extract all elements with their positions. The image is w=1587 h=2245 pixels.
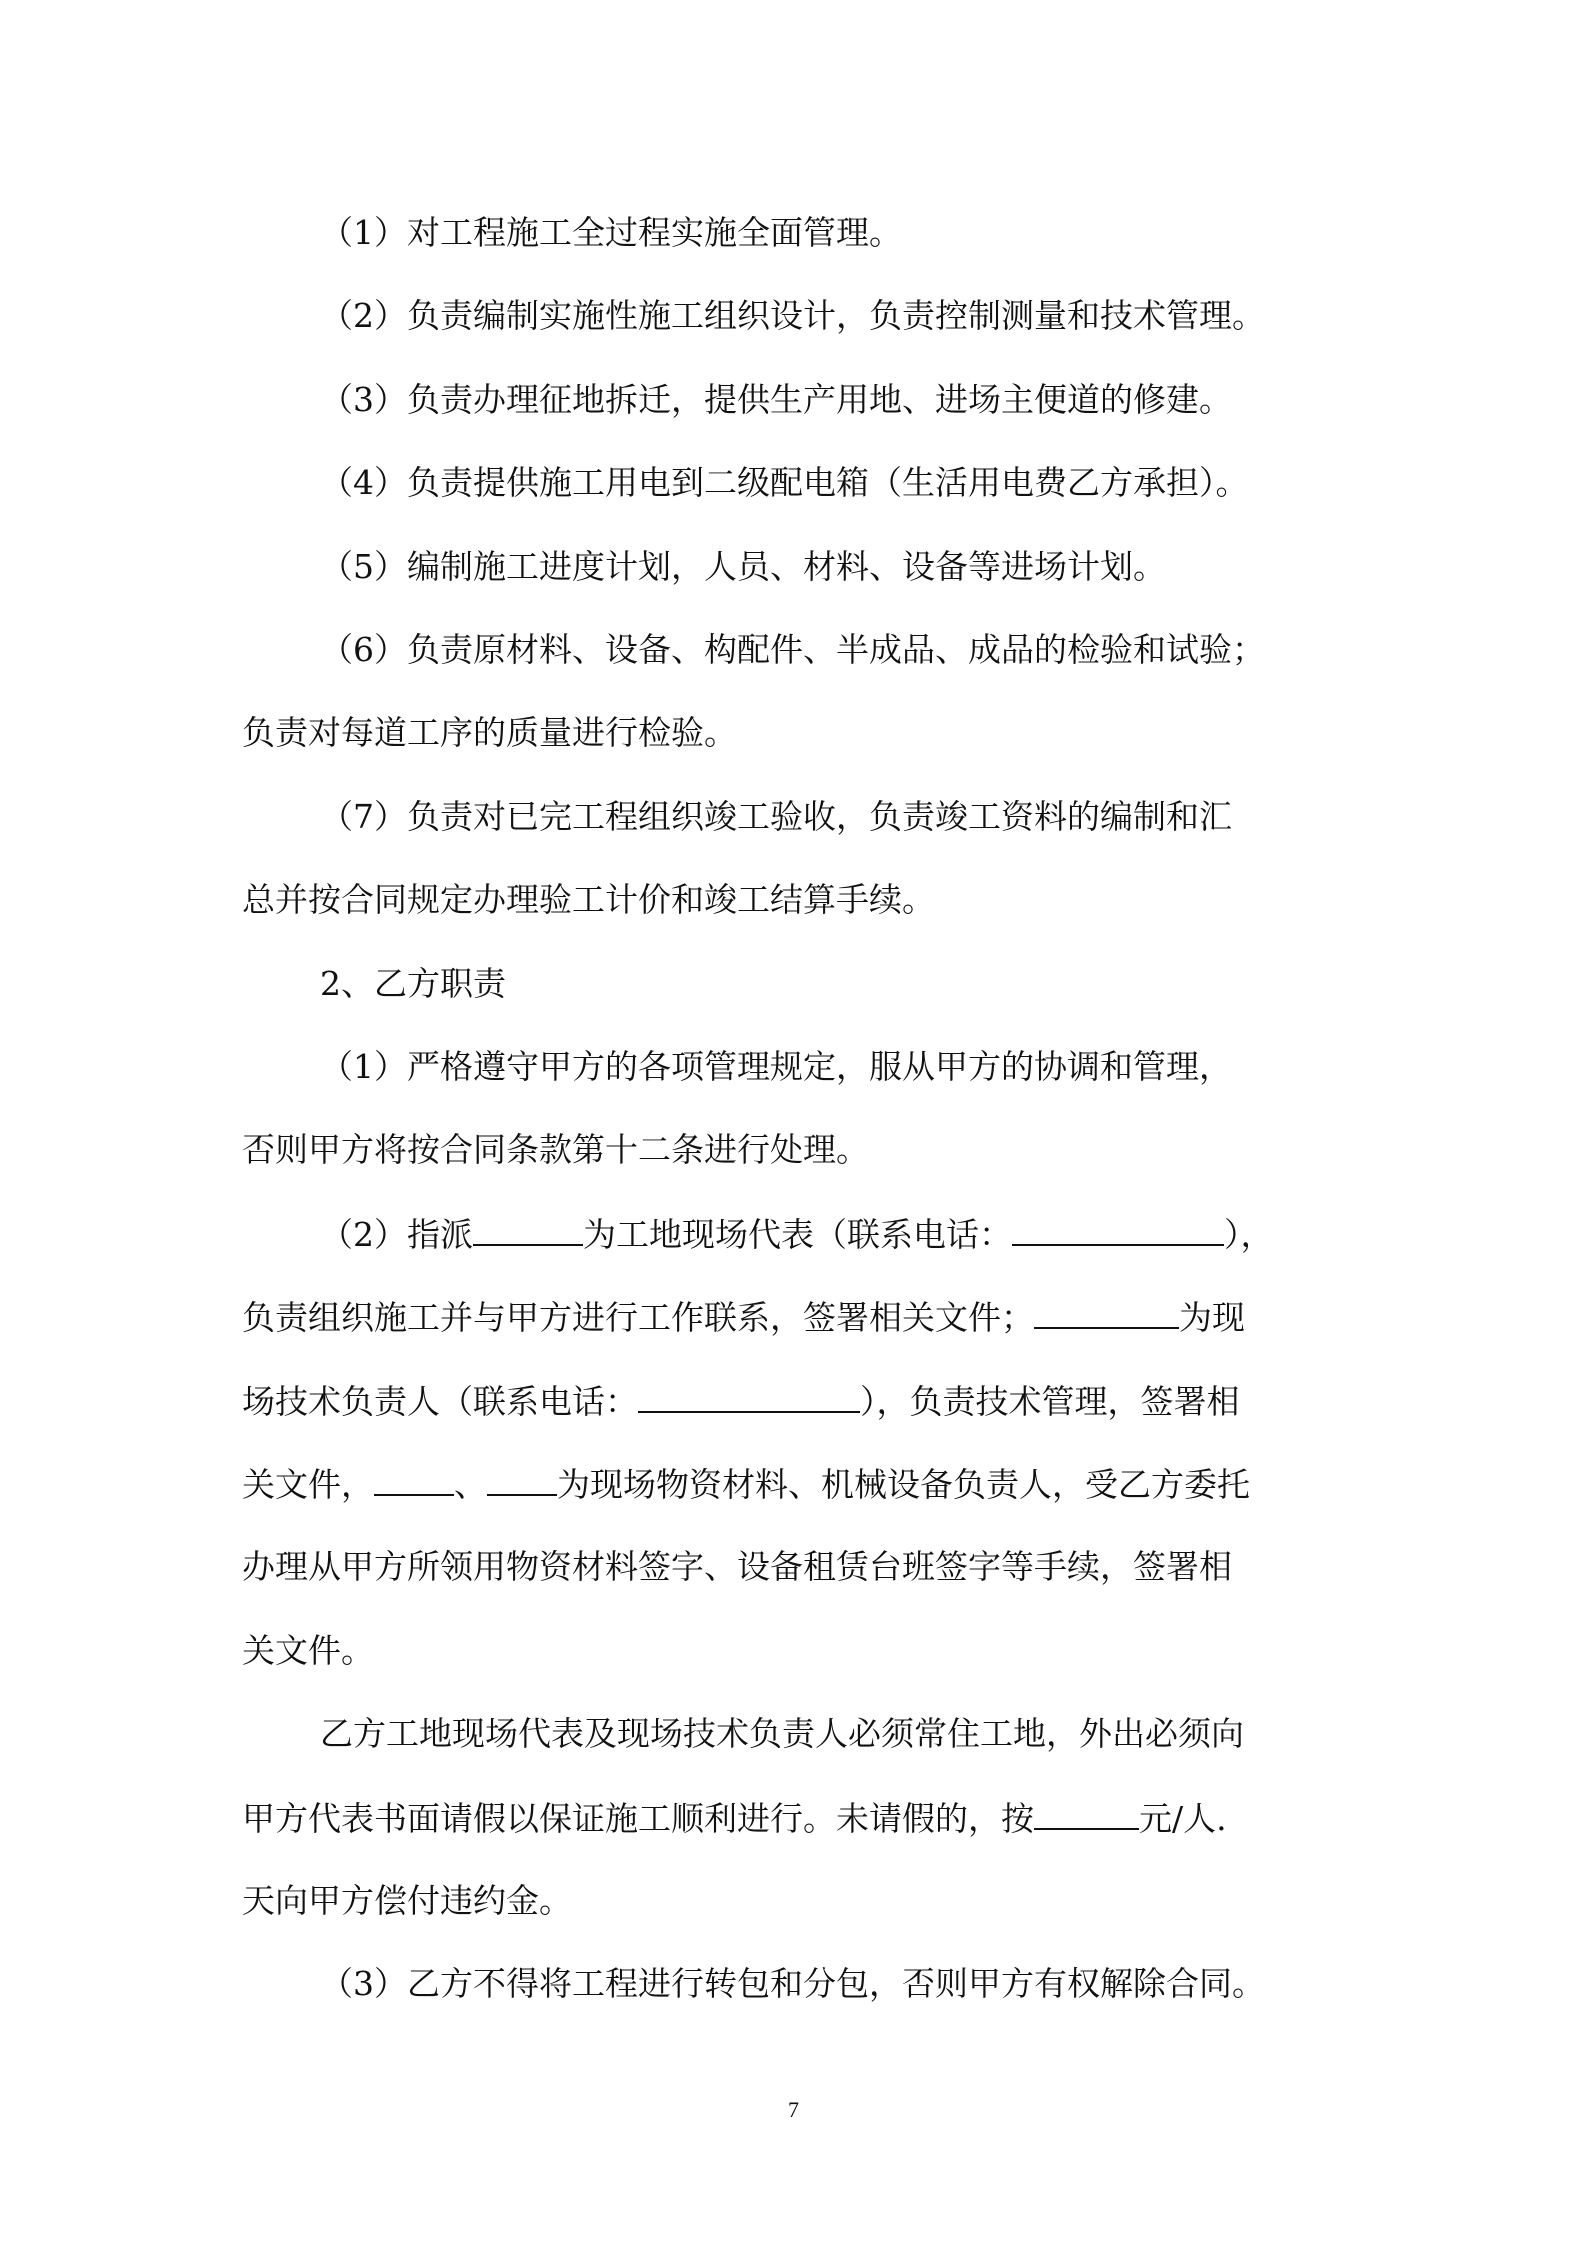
yi-item-2-line-1	[320, 1214, 1440, 1255]
yi-note-line-3: 天向甲方偿付违约金。	[242, 1881, 572, 1920]
jia-item-1: （1）对工程施工全过程实施全面管理。	[320, 213, 902, 252]
yi-item-2-l2-a: 负责组织施工并与甲方进行工作联系，签署相关文件；	[242, 1298, 1034, 1337]
jia-item-6-line-1: （6）负责原材料、设备、构配件、半成品、成品的检验和试验；	[320, 630, 1265, 669]
yi-note-l2-a: 甲方代表书面请假以保证施工顺利进行。未请假的，按	[242, 1799, 1034, 1838]
yi-item-2-line-4	[242, 1464, 1362, 1505]
yi-item-3: （3）乙方不得将工程进行转包和分包，否则甲方有权解除合同。	[320, 1964, 1265, 2003]
jia-item-2: （2）负责编制实施性施工组织设计，负责控制测量和技术管理。	[320, 296, 1265, 335]
yi-note-line-2	[242, 1798, 1362, 1839]
jia-item-3: （3）负责办理征地拆迁，提供生产用地、进场主便道的修建。	[320, 380, 1232, 419]
jia-item-7-line-2: 总并按合同规定办理验工计价和竣工结算手续。	[242, 880, 935, 919]
yi-item-2-l2-b: 为现	[1179, 1298, 1245, 1337]
yi-item-2-l3-a: 场技术负责人（联系电话：	[242, 1382, 638, 1421]
yi-item-2-l4-a: 关文件，	[242, 1465, 374, 1504]
penalty-amount-blank	[1034, 1798, 1139, 1830]
materials-lead-blank-1	[374, 1464, 454, 1496]
yi-item-2-line-3	[242, 1381, 1362, 1422]
materials-lead-blank-2	[487, 1464, 557, 1496]
yi-item-2-l1-c: ），	[1224, 1215, 1274, 1254]
yi-note-line-1: 乙方工地现场代表及现场技术负责人必须常住工地，外出必须向	[320, 1714, 1244, 1753]
technical-lead-phone-blank	[638, 1381, 860, 1413]
jia-item-4: （4）负责提供施工用电到二级配电箱（生活用电费乙方承担）。	[320, 463, 1249, 502]
yi-item-2-l3-b: ），负责技术管理，签署相	[860, 1382, 1240, 1421]
yi-item-2-line-5: 办理从甲方所领用物资材料签字、设备租赁台班签字等手续，签署相	[242, 1547, 1232, 1586]
yi-item-2-l4-sep: 、	[454, 1465, 487, 1504]
technical-lead-blank	[1034, 1297, 1179, 1329]
yi-item-2-line-6: 关文件。	[242, 1631, 374, 1670]
page-number: 7	[788, 2097, 799, 2122]
representative-phone-blank	[1012, 1214, 1224, 1246]
yi-item-2-l4-b: 为现场物资材料、机械设备负责人，受乙方委托	[557, 1465, 1250, 1504]
jia-item-7-line-1: （7）负责对已完工程组织竣工验收，负责竣工资料的编制和汇	[320, 797, 1232, 836]
yi-item-1-line-1: （1）严格遵守甲方的各项管理规定，服从甲方的协调和管理，	[320, 1047, 1232, 1086]
yi-note-l2-b: 元/人.	[1139, 1799, 1227, 1838]
site-representative-blank	[473, 1214, 583, 1246]
jia-item-5: （5）编制施工进度计划，人员、材料、设备等进场计划。	[320, 547, 1166, 586]
yi-heading: 2、乙方职责	[320, 964, 506, 1003]
yi-item-2-l1-b: 为工地现场代表（联系电话：	[583, 1215, 1012, 1254]
yi-item-1-line-2: 否则甲方将按合同条款第十二条进行处理。	[242, 1130, 869, 1169]
yi-item-2-line-2	[242, 1297, 1362, 1338]
yi-item-2-l1-a: （2）指派	[320, 1215, 473, 1254]
jia-item-6-line-2: 负责对每道工序的质量进行检验。	[242, 713, 737, 752]
